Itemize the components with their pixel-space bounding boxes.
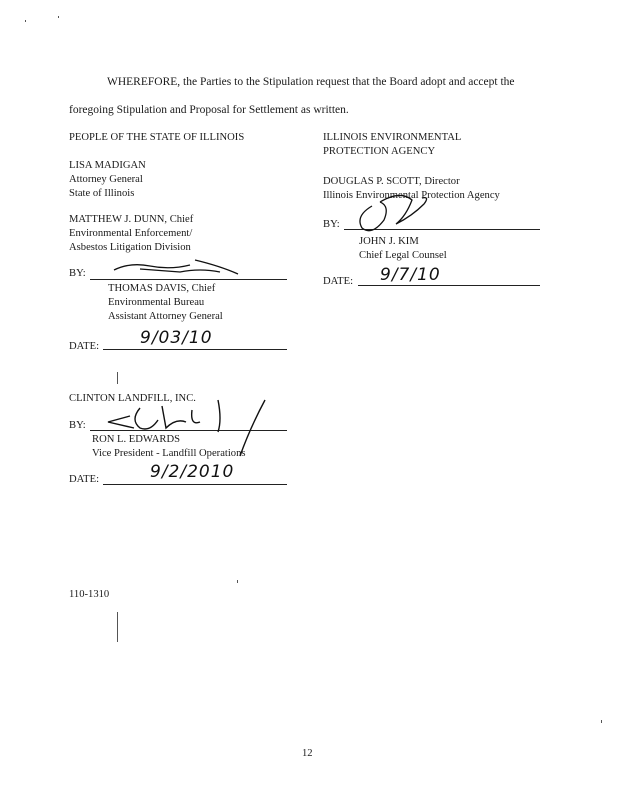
people-signature — [110, 256, 250, 280]
scan-speck — [117, 612, 118, 642]
clinton-date-line — [103, 484, 287, 485]
clinton-date-label: DATE: — [69, 474, 100, 485]
people-signer-name: THOMAS DAVIS, Chief — [108, 283, 216, 294]
chief-name: MATTHEW J. DUNN, Chief — [69, 214, 194, 225]
people-by-label: BY: — [69, 268, 86, 279]
scan-speck — [117, 372, 118, 384]
ag-name: LISA MADIGAN — [69, 160, 146, 171]
people-signer-title: Assistant Attorney General — [108, 311, 223, 322]
iepa-director: DOUGLAS P. SCOTT, Director — [323, 176, 460, 187]
iepa-party-line-2: PROTECTION AGENCY — [323, 146, 436, 157]
page-number: 12 — [302, 748, 313, 759]
chief-division-line-1: Environmental Enforcement/ — [69, 228, 193, 239]
clinton-party-name: CLINTON LANDFILL, INC. — [69, 393, 196, 404]
people-date-value: 9/03/10 — [140, 328, 213, 348]
iepa-date-line — [358, 285, 540, 286]
scan-speck — [237, 580, 238, 583]
people-date-label: DATE: — [69, 341, 100, 352]
iepa-signer-name: JOHN J. KIM — [359, 236, 419, 247]
iepa-signer-title: Chief Legal Counsel — [359, 250, 447, 261]
people-party-name: PEOPLE OF THE STATE OF ILLINOIS — [69, 132, 245, 143]
clinton-date-value: 9/2/2010 — [150, 462, 235, 482]
iepa-by-label: BY: — [323, 219, 340, 230]
paragraph-line-2: foregoing Stipulation and Proposal for Settlement as written. — [69, 104, 349, 116]
people-date-line — [103, 349, 287, 350]
ag-title: Attorney General — [69, 174, 143, 185]
clinton-signer-title: Vice President - Landfill Operations — [92, 448, 246, 459]
scan-speck — [58, 16, 59, 18]
case-number: 110-1310 — [69, 589, 110, 600]
clinton-by-label: BY: — [69, 420, 86, 431]
scan-speck — [601, 720, 602, 723]
paragraph-line-1: WHEREFORE, the Parties to the Stipulation request that the Board adopt and accept the — [107, 76, 515, 88]
iepa-party-line-1: ILLINOIS ENVIRONMENTAL — [323, 132, 462, 143]
ag-state: State of Illinois — [69, 188, 135, 199]
iepa-signature — [350, 186, 450, 236]
iepa-date-value: 9/7/10 — [380, 265, 441, 285]
iepa-date-label: DATE: — [323, 276, 354, 287]
people-signer-bureau: Environmental Bureau — [108, 297, 205, 308]
scan-speck — [25, 20, 26, 22]
chief-division-line-2: Asbestos Litigation Division — [69, 242, 191, 253]
clinton-signer-name: RON L. EDWARDS — [92, 434, 180, 445]
iepa-agency: Illinois Environmental Protection Agency — [323, 190, 500, 201]
